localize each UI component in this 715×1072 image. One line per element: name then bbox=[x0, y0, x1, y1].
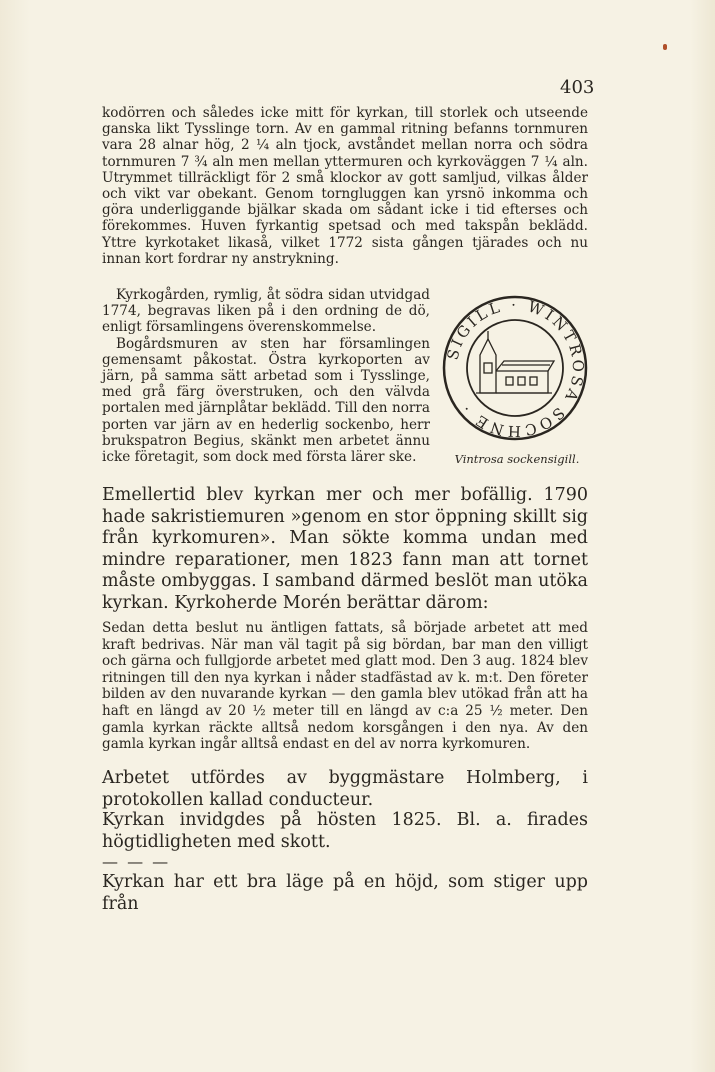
ink-speck bbox=[663, 44, 667, 50]
paragraph-churchyard: Kyrkogården, rymlig, åt södra sidan utvidgad 1774, begravas liken på i den ordning de dö, enligt församlingens överenskommelse. Bogårdsmuren av sten har församlingen gemensamt påkostat. Östra kyrkoporten av järn, på samma sätt arbetad som i Tysslinge, med grå färg överstruken, och den välvda portalen med järnplåtar beklädd. Till den norra porten var järn av en hederlig sockenbo, herr brukspatron Begius, skänkt men arbetet ännu icke företagit, som dock med första lärer ske. bbox=[102, 287, 430, 466]
paragraph-builder: Arbetet utfördes av byggmästare Holmberg, i protokollen kallad conducteur. bbox=[102, 768, 588, 810]
paragraph-inauguration: Kyrkan invidgdes på hösten 1825. Bl. a. firades högtidligheten med skott. bbox=[102, 810, 588, 852]
quote-moren: Sedan detta beslut nu äntligen fattats, så började arbetet att med kraft bedrivas. När man väl tagit på sig bördan, bar man den villigt och gärna och fullgjorde arbetet med glatt mod. Den 3 aug. 1824 blev ritningen till den nya kyrkan i nåder stadfästad av k. m:t. Den företer bilden av den nuvarande kyrkan — den gamla blev utökad från att ha haft en längd av 20 ½ meter till en längd av c:a 25 ½ meter. Den gamla kyrkan räckte alltså nedom korsgången i den nya. Av den gamla kyrkan ingår alltså endast en del av norra kyrkomuren. bbox=[102, 620, 588, 753]
svg-text:SIGILL · WINTROSA SOCHNE ·: SIGILL · WINTROSA SOCHNE · bbox=[443, 295, 588, 441]
paragraph-decay: Emellertid blev kyrkan mer och mer bofällig. 1790 hade sakristiemuren »genom en stor öppning skillt sig från kyrkomuren». Man sökte komma undan med mindre reparationer, men 1823 fann man att tornet måste ombyggas. I samband därmed beslöt man utöka kyrkan. Kyrkoherde Morén berättar därom: bbox=[102, 485, 588, 613]
seal-caption: Vintrosa sockensigill. bbox=[454, 452, 580, 466]
paragraph-tower: kodörren och således icke mitt för kyrkan, till storlek och utseende ganska likt Tysslinge torn. Av en gammal ritning befanns tornmuren vara 28 alnar hög, 2 ¼ aln tjock, avståndet mellan norra och södra tornmuren 7 ¾ aln men mellan yttermuren och kyrkoväggen 7 ¼ aln. Utrymmet tillräckligt för 2 små klockor av gott samljud, vilkas ålder och vikt var obekant. Genom torngluggen kan yrsnö inkomma och göra underliggande bjälkar skada om sådant icke i tid efterses och förekommes. Huven fyrkantig spetsad och med takspån beklädd. Yttre kyrkotaket likaså, vilket 1772 sista gången tjärades och nu innan kort fordrar ny anstrykning. bbox=[102, 105, 588, 267]
page-number: 403 bbox=[560, 77, 595, 98]
parish-seal-image bbox=[440, 293, 590, 443]
paragraph-location: Kyrkan har ett bra läge på en höjd, som stiger upp från bbox=[102, 872, 588, 914]
section-separator: — — — bbox=[102, 852, 171, 871]
